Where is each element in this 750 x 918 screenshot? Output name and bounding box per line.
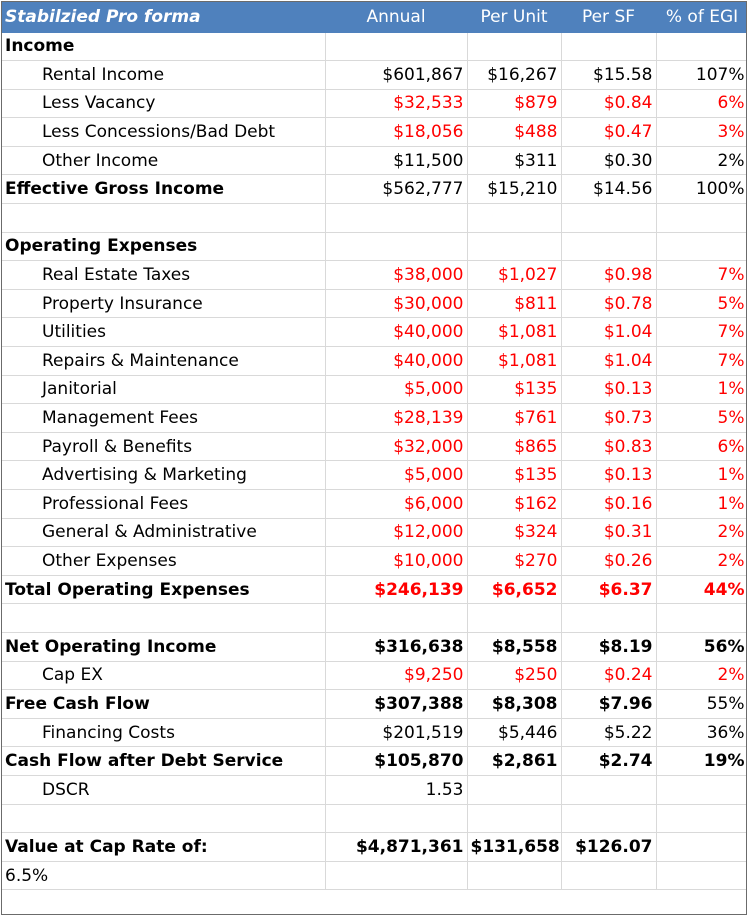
sheet-title[interactable]: Stabilzied Pro forma (2, 2, 325, 32)
cell-annual[interactable]: $32,000 (325, 432, 467, 461)
cell-annual[interactable]: $32,533 (325, 89, 467, 118)
cell-per-unit[interactable]: $761 (467, 404, 561, 433)
table-row (2, 775, 747, 804)
row-label[interactable]: DSCR (2, 775, 325, 804)
row-label[interactable]: Net Operating Income (2, 632, 325, 661)
row-label[interactable]: Other Income (2, 146, 325, 175)
cell-per-sf[interactable]: $8.19 (561, 632, 656, 661)
row-label[interactable]: 6.5% (2, 861, 325, 890)
cell-per-unit[interactable]: $5,446 (467, 718, 561, 747)
cell-pct-egi[interactable] (656, 232, 747, 261)
column-header-annual[interactable]: Annual (325, 2, 467, 32)
table-row (2, 432, 747, 461)
table-row (2, 175, 747, 204)
cell-per-unit[interactable] (467, 604, 561, 633)
row-label[interactable]: Property Insurance (2, 289, 325, 318)
cell-annual[interactable] (325, 604, 467, 633)
column-header-pct-egi[interactable]: % of EGI (656, 2, 747, 32)
cell-pct-egi[interactable] (656, 32, 747, 61)
table-row (2, 404, 747, 433)
cell-per-unit[interactable]: $1,081 (467, 318, 561, 347)
table-row (2, 747, 747, 776)
table-row (2, 118, 747, 147)
cell-annual[interactable] (325, 804, 467, 833)
cell-pct-egi[interactable]: 1% (656, 490, 747, 519)
cell-per-sf[interactable]: $15.58 (561, 61, 656, 90)
cell-per-unit[interactable] (467, 861, 561, 890)
cell-annual[interactable] (325, 32, 467, 61)
cell-pct-egi[interactable]: 100% (656, 175, 747, 204)
cell-per-sf[interactable]: $0.16 (561, 490, 656, 519)
cell-pct-egi[interactable] (656, 204, 747, 233)
cell-per-unit[interactable]: $811 (467, 289, 561, 318)
table-row (2, 690, 747, 719)
blank-row (2, 804, 747, 833)
row-label[interactable]: Payroll & Benefits (2, 432, 325, 461)
row-label[interactable]: Janitorial (2, 375, 325, 404)
cell-per-unit[interactable]: $135 (467, 461, 561, 490)
cell-per-sf[interactable]: $0.84 (561, 89, 656, 118)
table-row (2, 289, 747, 318)
cell-pct-egi[interactable]: 7% (656, 347, 747, 376)
cell-pct-egi[interactable]: 2% (656, 518, 747, 547)
cell-per-unit[interactable] (467, 232, 561, 261)
cell-per-sf[interactable] (561, 604, 656, 633)
row-label[interactable]: Cap EX (2, 661, 325, 690)
cell-annual[interactable]: $5,000 (325, 375, 467, 404)
table-row (2, 490, 747, 519)
cell-per-sf[interactable]: $5.22 (561, 718, 656, 747)
column-header-per-sf[interactable]: Per SF (561, 2, 656, 32)
table-row (2, 347, 747, 376)
cell-per-unit[interactable]: $488 (467, 118, 561, 147)
row-label[interactable]: Utilities (2, 318, 325, 347)
cell-per-unit[interactable] (467, 804, 561, 833)
table-row (2, 261, 747, 290)
cell-per-unit[interactable] (467, 32, 561, 61)
cell-per-sf[interactable] (561, 232, 656, 261)
table-row (2, 318, 747, 347)
table-row (2, 61, 747, 90)
cell-annual[interactable]: 1.53 (325, 775, 467, 804)
cell-per-unit[interactable]: $162 (467, 490, 561, 519)
cell-annual[interactable]: $4,871,361 (325, 833, 467, 862)
cell-pct-egi[interactable]: 107% (656, 61, 747, 90)
cell-annual[interactable]: $40,000 (325, 347, 467, 376)
cell-annual[interactable]: $11,500 (325, 146, 467, 175)
cell-pct-egi[interactable]: 2% (656, 146, 747, 175)
cell-per-sf[interactable]: $0.98 (561, 261, 656, 290)
cell-pct-egi[interactable]: 1% (656, 461, 747, 490)
cell-per-unit[interactable]: $324 (467, 518, 561, 547)
cell-annual[interactable]: $18,056 (325, 118, 467, 147)
cell-per-sf[interactable]: $1.04 (561, 347, 656, 376)
cell-pct-egi[interactable] (656, 604, 747, 633)
row-label[interactable]: Repairs & Maintenance (2, 347, 325, 376)
cell-per-unit[interactable]: $135 (467, 375, 561, 404)
row-label[interactable] (2, 804, 325, 833)
cell-per-sf[interactable]: $0.31 (561, 518, 656, 547)
cell-pct-egi[interactable]: 56% (656, 632, 747, 661)
table-row (2, 661, 747, 690)
row-label[interactable]: Total Operating Expenses (2, 575, 325, 604)
table-row (2, 232, 747, 261)
cell-per-unit[interactable]: $879 (467, 89, 561, 118)
cell-annual[interactable]: $5,000 (325, 461, 467, 490)
cell-per-sf[interactable]: $0.78 (561, 289, 656, 318)
column-header-per-unit[interactable]: Per Unit (467, 2, 561, 32)
cell-pct-egi[interactable]: 7% (656, 318, 747, 347)
table-row (2, 146, 747, 175)
header-row (2, 2, 747, 32)
blank-row (2, 604, 747, 633)
table-row (2, 461, 747, 490)
table-row (2, 89, 747, 118)
row-label[interactable]: Financing Costs (2, 718, 325, 747)
cell-per-unit[interactable]: $15,210 (467, 175, 561, 204)
cell-per-sf[interactable]: $0.13 (561, 375, 656, 404)
cell-per-sf[interactable]: $2.74 (561, 747, 656, 776)
cell-per-sf[interactable] (561, 32, 656, 61)
cell-per-unit[interactable]: $1,081 (467, 347, 561, 376)
cell-per-sf[interactable] (561, 204, 656, 233)
row-label[interactable] (2, 204, 325, 233)
cell-per-sf[interactable]: $0.83 (561, 432, 656, 461)
row-label[interactable]: Income (2, 32, 325, 61)
cell-annual[interactable]: $246,139 (325, 575, 467, 604)
cell-pct-egi[interactable] (656, 804, 747, 833)
table-row (2, 547, 747, 576)
cell-pct-egi[interactable] (656, 861, 747, 890)
cell-per-sf[interactable]: $6.37 (561, 575, 656, 604)
cell-pct-egi[interactable]: 55% (656, 690, 747, 719)
cell-annual[interactable] (325, 861, 467, 890)
table-row (2, 575, 747, 604)
cell-per-sf[interactable] (561, 861, 656, 890)
cell-annual[interactable] (325, 232, 467, 261)
cell-annual[interactable]: $38,000 (325, 261, 467, 290)
cell-pct-egi[interactable]: 19% (656, 747, 747, 776)
row-label[interactable]: Management Fees (2, 404, 325, 433)
cell-annual[interactable]: $28,139 (325, 404, 467, 433)
cell-per-sf[interactable]: $0.47 (561, 118, 656, 147)
row-label[interactable]: Less Concessions/Bad Debt (2, 118, 325, 147)
row-label[interactable]: Real Estate Taxes (2, 261, 325, 290)
table-row (2, 718, 747, 747)
cell-annual[interactable]: $601,867 (325, 61, 467, 90)
row-label[interactable]: Operating Expenses (2, 232, 325, 261)
cell-pct-egi[interactable]: 6% (656, 432, 747, 461)
cell-pct-egi[interactable] (656, 775, 747, 804)
row-label[interactable]: Value at Cap Rate of: (2, 833, 325, 862)
cell-pct-egi[interactable] (656, 833, 747, 862)
row-label[interactable]: Free Cash Flow (2, 690, 325, 719)
row-label[interactable]: General & Administrative (2, 518, 325, 547)
cell-annual[interactable]: $9,250 (325, 661, 467, 690)
cell-per-sf[interactable] (561, 775, 656, 804)
table-row (2, 32, 747, 61)
cell-per-unit[interactable]: $270 (467, 547, 561, 576)
cell-annual[interactable] (325, 204, 467, 233)
cell-per-unit[interactable]: $131,658 (467, 833, 561, 862)
proforma-table (2, 2, 747, 890)
table-row (2, 833, 747, 862)
cell-annual[interactable]: $316,638 (325, 632, 467, 661)
cell-pct-egi[interactable]: 44% (656, 575, 747, 604)
row-label[interactable]: Professional Fees (2, 490, 325, 519)
row-label[interactable]: Rental Income (2, 61, 325, 90)
cell-per-sf[interactable] (561, 804, 656, 833)
cell-per-unit[interactable] (467, 204, 561, 233)
cell-pct-egi[interactable]: 2% (656, 661, 747, 690)
cell-pct-egi[interactable]: 36% (656, 718, 747, 747)
cell-per-sf[interactable]: $126.07 (561, 833, 656, 862)
cell-per-sf[interactable]: $0.13 (561, 461, 656, 490)
cell-per-unit[interactable] (467, 775, 561, 804)
table-row (2, 518, 747, 547)
table-row (2, 861, 747, 890)
table-row (2, 632, 747, 661)
cell-per-unit[interactable]: $8,558 (467, 632, 561, 661)
cell-annual[interactable]: $562,777 (325, 175, 467, 204)
cell-annual[interactable]: $10,000 (325, 547, 467, 576)
cell-per-unit[interactable]: $16,267 (467, 61, 561, 90)
cell-per-unit[interactable]: $6,652 (467, 575, 561, 604)
cell-per-sf[interactable]: $14.56 (561, 175, 656, 204)
cell-per-unit[interactable]: $1,027 (467, 261, 561, 290)
cell-per-unit[interactable]: $865 (467, 432, 561, 461)
row-label[interactable]: Cash Flow after Debt Service (2, 747, 325, 776)
cell-pct-egi[interactable]: 5% (656, 289, 747, 318)
cell-annual[interactable]: $6,000 (325, 490, 467, 519)
cell-pct-egi[interactable]: 7% (656, 261, 747, 290)
cell-per-sf[interactable]: $0.24 (561, 661, 656, 690)
cell-annual[interactable]: $30,000 (325, 289, 467, 318)
cell-per-sf[interactable]: $0.30 (561, 146, 656, 175)
cell-annual[interactable]: $307,388 (325, 690, 467, 719)
blank-row (2, 204, 747, 233)
proforma-spreadsheet (1, 1, 747, 915)
cell-pct-egi[interactable]: 1% (656, 375, 747, 404)
cell-per-unit[interactable]: $311 (467, 146, 561, 175)
cell-annual[interactable]: $201,519 (325, 718, 467, 747)
cell-per-sf[interactable]: $0.26 (561, 547, 656, 576)
cell-annual[interactable]: $12,000 (325, 518, 467, 547)
cell-per-unit[interactable]: $250 (467, 661, 561, 690)
cell-per-sf[interactable]: $7.96 (561, 690, 656, 719)
row-label[interactable]: Effective Gross Income (2, 175, 325, 204)
cell-per-sf[interactable]: $1.04 (561, 318, 656, 347)
cell-per-unit[interactable]: $2,861 (467, 747, 561, 776)
cell-pct-egi[interactable]: 2% (656, 547, 747, 576)
row-label[interactable]: Other Expenses (2, 547, 325, 576)
cell-annual[interactable]: $105,870 (325, 747, 467, 776)
cell-per-unit[interactable]: $8,308 (467, 690, 561, 719)
cell-pct-egi[interactable]: 6% (656, 89, 747, 118)
cell-annual[interactable]: $40,000 (325, 318, 467, 347)
row-label[interactable]: Advertising & Marketing (2, 461, 325, 490)
cell-pct-egi[interactable]: 3% (656, 118, 747, 147)
row-label[interactable]: Less Vacancy (2, 89, 325, 118)
cell-pct-egi[interactable]: 5% (656, 404, 747, 433)
cell-per-sf[interactable]: $0.73 (561, 404, 656, 433)
row-label[interactable] (2, 604, 325, 633)
table-row (2, 375, 747, 404)
